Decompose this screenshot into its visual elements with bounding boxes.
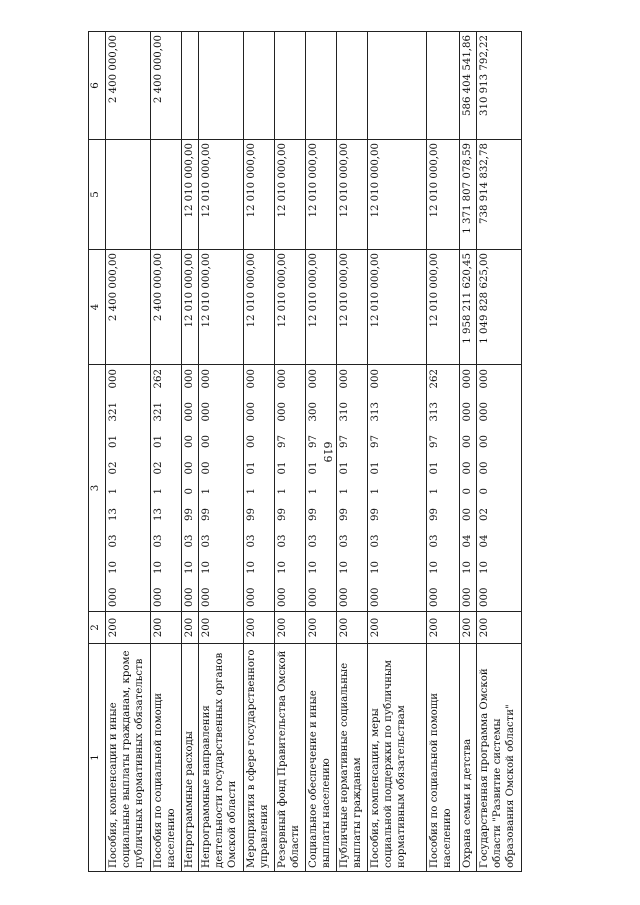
row-name: Пособия по социальной помощи населению — [427, 644, 460, 872]
table-row — [151, 32, 182, 872]
amount-col6 — [275, 32, 306, 140]
column-header: 1 — [89, 644, 106, 872]
classification-code: 000 10 03 13 1 02 01 321 000 — [106, 365, 151, 612]
classification-code: 000 10 03 99 1 00 00 000 000 — [199, 365, 244, 612]
amount-total: 2 400 000,00 — [151, 250, 182, 365]
amount-col5: 12 010 000,00 — [368, 140, 427, 250]
amount-total: 12 010 000,00 — [244, 250, 275, 365]
amount-col5: 12 010 000,00 — [337, 140, 368, 250]
classification-code: 000 10 03 99 1 01 97 313 000 — [368, 365, 427, 612]
admin-code: 200 — [337, 612, 368, 644]
classification-code: 000 10 04 00 0 00 00 000 000 — [460, 365, 477, 612]
table-row — [306, 32, 337, 872]
classification-code: 000 10 04 02 0 00 00 000 000 — [477, 365, 522, 612]
classification-code: 000 10 03 99 0 00 00 000 000 — [182, 365, 199, 612]
row-name: Государственная программа Омской области "Развитие системы образования Омской области" — [477, 644, 522, 872]
classification-code: 000 10 03 99 1 01 97 300 000 — [306, 365, 337, 612]
amount-total: 2 400 000,00 — [106, 250, 151, 365]
amount-col6 — [368, 32, 427, 140]
amount-col5: 1 371 807 078,59 — [460, 140, 477, 250]
amount-col6: 586 404 541,86 — [460, 32, 477, 140]
table-row — [460, 32, 477, 872]
page-number: 619 — [321, 441, 334, 463]
admin-code: 200 — [106, 612, 151, 644]
amount-col6 — [306, 32, 337, 140]
amount-total: 12 010 000,00 — [337, 250, 368, 365]
amount-col5: 12 010 000,00 — [182, 140, 199, 250]
admin-code: 200 — [151, 612, 182, 644]
classification-code: 000 10 03 99 1 01 97 310 000 — [337, 365, 368, 612]
amount-total: 12 010 000,00 — [275, 250, 306, 365]
amount-col6 — [199, 32, 244, 140]
table-row — [337, 32, 368, 872]
classification-code: 000 10 03 99 1 01 00 000 000 — [244, 365, 275, 612]
table-row — [368, 32, 427, 872]
amount-col5: 12 010 000,00 — [427, 140, 460, 250]
classification-code: 000 10 03 99 1 01 97 313 262 — [427, 365, 460, 612]
table-row — [199, 32, 244, 872]
admin-code: 200 — [477, 612, 522, 644]
amount-total: 1 049 828 625,00 — [477, 250, 522, 365]
amount-total: 12 010 000,00 — [182, 250, 199, 365]
row-name: Пособия, компенсации и иные социальные выплаты гражданам, кроме публичных нормативных обязательств — [106, 644, 151, 872]
amount-col6 — [337, 32, 368, 140]
row-name: Пособия по социальной помощи населению — [151, 644, 182, 872]
admin-code: 200 — [199, 612, 244, 644]
amount-col5: 12 010 000,00 — [244, 140, 275, 250]
admin-code: 200 — [306, 612, 337, 644]
amount-total: 12 010 000,00 — [306, 250, 337, 365]
admin-code: 200 — [275, 612, 306, 644]
classification-code: 000 10 03 99 1 01 97 000 000 — [275, 365, 306, 612]
amount-total: 1 958 211 620,45 — [460, 250, 477, 365]
column-header: 4 — [89, 250, 106, 365]
admin-code: 200 — [368, 612, 427, 644]
row-name: Публичные нормативные социальные выплаты гражданам — [337, 644, 368, 872]
column-header: 3 — [89, 365, 106, 612]
table-row — [275, 32, 306, 872]
row-name: Непрограммные направления деятельности государственных органов Омской области — [199, 644, 244, 872]
amount-col5: 738 914 832,78 — [477, 140, 522, 250]
amount-total: 12 010 000,00 — [368, 250, 427, 365]
table-row — [106, 32, 151, 872]
column-header: 6 — [89, 32, 106, 140]
amount-col6 — [182, 32, 199, 140]
row-name: Мероприятия в сфере государственного управления — [244, 644, 275, 872]
amount-col5: 12 010 000,00 — [199, 140, 244, 250]
row-name: Охрана семьи и детства — [460, 644, 477, 872]
amount-total: 12 010 000,00 — [427, 250, 460, 365]
amount-col5 — [106, 140, 151, 250]
rotated-table-area — [88, 32, 538, 872]
header-row — [89, 32, 106, 872]
table-row — [477, 32, 522, 872]
row-name: Социальное обеспечение и иные выплаты населению — [306, 644, 337, 872]
table-row — [427, 32, 460, 872]
amount-total: 12 010 000,00 — [199, 250, 244, 365]
amount-col6 — [244, 32, 275, 140]
amount-col5: 12 010 000,00 — [275, 140, 306, 250]
admin-code: 200 — [427, 612, 460, 644]
row-name: Резервный фонд Правительства Омской области — [275, 644, 306, 872]
column-header: 5 — [89, 140, 106, 250]
amount-col5 — [151, 140, 182, 250]
admin-code: 200 — [244, 612, 275, 644]
amount-col6 — [427, 32, 460, 140]
amount-col6: 2 400 000,00 — [151, 32, 182, 140]
row-name: Непрограммные расходы — [182, 644, 199, 872]
amount-col6: 310 913 792,22 — [477, 32, 522, 140]
column-header: 2 — [89, 612, 106, 644]
admin-code: 200 — [182, 612, 199, 644]
amount-col5: 12 010 000,00 — [306, 140, 337, 250]
budget-table — [88, 31, 522, 872]
table-row — [182, 32, 199, 872]
admin-code: 200 — [460, 612, 477, 644]
amount-col6: 2 400 000,00 — [106, 32, 151, 140]
row-name: Пособия, компенсации, меры социальной поддержки по публичным нормативным обязательствам — [368, 644, 427, 872]
table-row — [244, 32, 275, 872]
classification-code: 000 10 03 13 1 02 01 321 262 — [151, 365, 182, 612]
